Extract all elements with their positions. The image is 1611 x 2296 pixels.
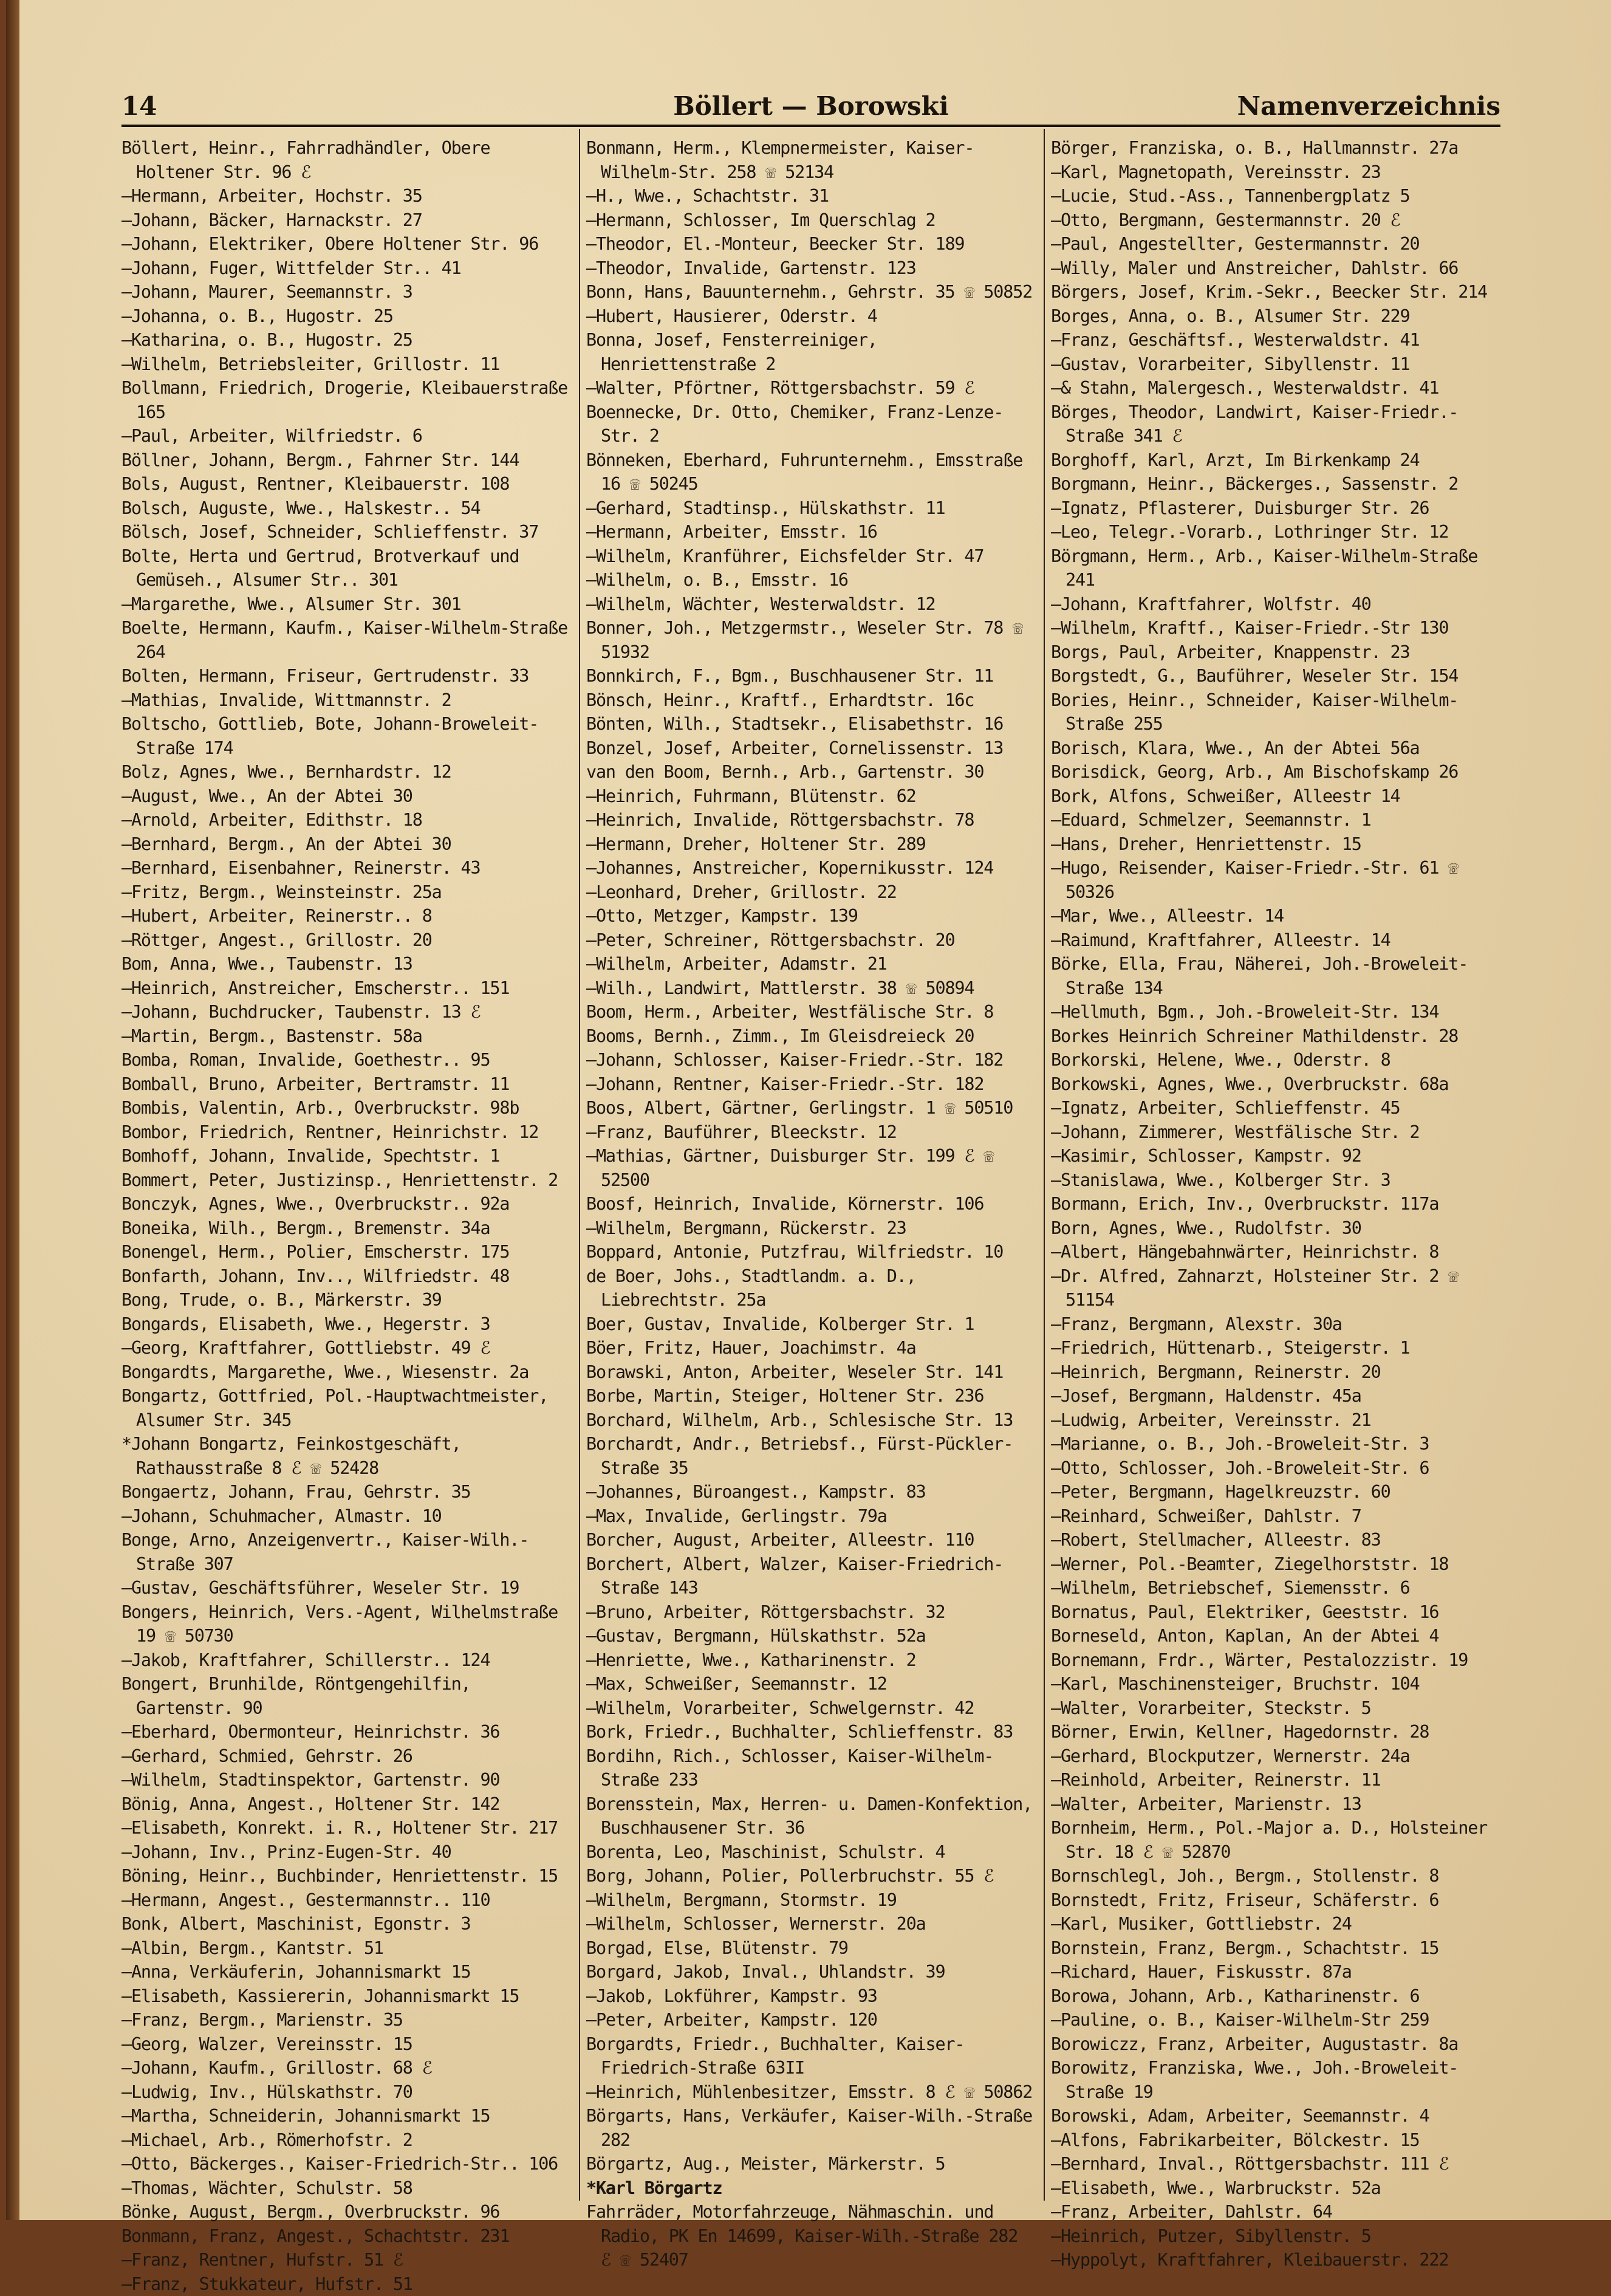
directory-entry: Bornemann, Frdr., Wärter, Pestalozzistr. 19 [1051, 1648, 1500, 1673]
directory-entry: Borowski, Adam, Arbeiter, Seemannstr. 4 [1051, 2104, 1500, 2128]
directory-entry: —Bruno, Arbeiter, Röttgersbachstr. 32 [586, 1600, 1036, 1625]
directory-entry: —Johannes, Anstreicher, Kopernikusstr. 124 [586, 856, 1036, 880]
directory-entry: Bornstein, Franz, Bergm., Schachtstr. 15 [1051, 1936, 1500, 1961]
directory-entry: —Bernhard, Inval., Röttgersbachstr. 111 ℰ [1051, 2152, 1500, 2176]
directory-entry: —Franz, Bergm., Marienstr. 35 [121, 2008, 571, 2032]
directory-entry: Borisch, Klara, Wwe., An der Abtei 56a [1051, 736, 1500, 761]
directory-entry: Borgmann, Heinr., Bäckerges., Sassenstr. 2 [1051, 472, 1500, 496]
directory-entry: Boosf, Heinrich, Invalide, Körnerstr. 106 [586, 1192, 1036, 1216]
column-3 [1051, 136, 1500, 2202]
directory-entry: Bolsch, Auguste, Wwe., Halskestr.. 54 [121, 496, 571, 521]
directory-entry: Bönig, Anna, Angest., Holtener Str. 142 [121, 1792, 571, 1817]
directory-entry: —Franz, Arbeiter, Dahlstr. 64 [1051, 2200, 1500, 2224]
directory-entry: Bommert, Peter, Justizinsp., Henriettenstr. 2 [121, 1168, 571, 1193]
directory-entry: Bongardts, Margarethe, Wwe., Wiesenstr. 2a [121, 1360, 571, 1385]
directory-entry: —Johann, Elektriker, Obere Holtener Str. 96 [121, 232, 571, 256]
directory-entry: Bork, Alfons, Schweißer, Alleestr 14 [1051, 784, 1500, 809]
directory-entry: —Walter, Vorarbeiter, Steckstr. 5 [1051, 1696, 1500, 1721]
directory-entry: Bollmann, Friedrich, Drogerie, Kleibauerstraße 165 [121, 376, 571, 424]
directory-entry: —Jakob, Lokführer, Kampstr. 93 [586, 1984, 1036, 2009]
directory-entry: —Michael, Arb., Römerhofstr. 2 [121, 2128, 571, 2153]
directory-entry: —Eduard, Schmelzer, Seemannstr. 1 [1051, 808, 1500, 832]
directory-entry: —Arnold, Arbeiter, Edithstr. 18 [121, 808, 571, 832]
directory-entry: Börner, Erwin, Kellner, Hagedornstr. 28 [1051, 1720, 1500, 1744]
directory-entry: —Robert, Stellmacher, Alleestr. 83 [1051, 1528, 1500, 1552]
directory-entry: —Wilhelm, Bergmann, Rückerstr. 23 [586, 1216, 1036, 1241]
header-title: Böllert — Borowski [121, 91, 1500, 121]
directory-entry: Borg, Johann, Polier, Pollerbruchstr. 55 ℰ [586, 1864, 1036, 1888]
directory-entry: —Marianne, o. B., Joh.-Broweleit-Str. 3 [1051, 1432, 1500, 1456]
section-title: Namenverzeichnis [1237, 91, 1500, 121]
directory-entry: Borisdick, Georg, Arb., Am Bischofskamp 26 [1051, 760, 1500, 784]
directory-entry: —Hyppolyt, Kraftfahrer, Kleibauerstr. 222 [1051, 2248, 1500, 2272]
directory-entry: *Karl Börgartz [586, 2176, 1036, 2201]
directory-entry: —Karl, Magnetopath, Vereinsstr. 23 [1051, 160, 1500, 185]
directory-entry: —Leo, Telegr.-Vorarb., Lothringer Str. 12 [1051, 520, 1500, 544]
directory-entry: Bolte, Herta und Gertrud, Brotverkauf und Gemüseh., Alsumer Str.. 301 [121, 544, 571, 592]
directory-entry: —Franz, Rentner, Hufstr. 51 ℰ [121, 2248, 571, 2272]
directory-entry: Böllner, Johann, Bergm., Fahrner Str. 144 [121, 448, 571, 473]
directory-entry: —Dr. Alfred, Zahnarzt, Holsteiner Str. 2 ☏ 51154 [1051, 1264, 1500, 1312]
directory-entry: —Bernhard, Eisenbahner, Reinerstr. 43 [121, 856, 571, 880]
page-header [121, 91, 1500, 128]
directory-entry: Bom, Anna, Wwe., Taubenstr. 13 [121, 952, 571, 976]
directory-entry: Borowitz, Franziska, Wwe., Joh.-Broweleit-Straße 19 [1051, 2056, 1500, 2104]
directory-entry: —Wilhelm, Vorarbeiter, Schwelgernstr. 42 [586, 1696, 1036, 1721]
directory-entry: —Mar, Wwe., Alleestr. 14 [1051, 904, 1500, 928]
directory-entry: *Johann Bongartz, Feinkostgeschäft, Rathausstraße 8 ℰ ☏ 52428 [121, 1432, 571, 1480]
directory-entry: —Fritz, Bergm., Weinsteinstr. 25a [121, 880, 571, 905]
directory-entry: Bornstedt, Fritz, Friseur, Schäferstr. 6 [1051, 1888, 1500, 1913]
directory-entry: —Heinrich, Fuhrmann, Blütenstr. 62 [586, 784, 1036, 809]
directory-entry: Bormann, Erich, Inv., Overbruckstr. 117a [1051, 1192, 1500, 1216]
directory-entry: —Ludwig, Arbeiter, Vereinsstr. 21 [1051, 1408, 1500, 1433]
directory-entry: —Albert, Hängebahnwärter, Heinrichstr. 8 [1051, 1240, 1500, 1264]
directory-entry: —Franz, Stukkateur, Hufstr. 51 [121, 2272, 571, 2296]
directory-entry: —Richard, Hauer, Fiskusstr. 87a [1051, 1960, 1500, 1984]
directory-entry: Booms, Bernh., Zimm., Im Gleisdreieck 20 [586, 1024, 1036, 1049]
directory-entry: —Wilhelm, Kranführer, Eichsfelder Str. 47 [586, 544, 1036, 569]
directory-entry: —Ignatz, Arbeiter, Schlieffenstr. 45 [1051, 1096, 1500, 1120]
directory-entry: —Walter, Pförtner, Röttgersbachstr. 59 ℰ [586, 376, 1036, 400]
directory-entry: —Otto, Metzger, Kampstr. 139 [586, 904, 1036, 928]
directory-entry: Bonzel, Josef, Arbeiter, Cornelissenstr. 13 [586, 736, 1036, 761]
directory-entry: Bonnkirch, F., Bgm., Buschhausener Str. 11 [586, 664, 1036, 688]
directory-entry: Borkowski, Agnes, Wwe., Overbruckstr. 68a [1051, 1072, 1500, 1097]
directory-entry: Bomball, Bruno, Arbeiter, Bertramstr. 11 [121, 1072, 571, 1097]
directory-entry: —& Stahn, Malergesch., Westerwaldstr. 41 [1051, 376, 1500, 400]
directory-entry: —Theodor, El.-Monteur, Beecker Str. 189 [586, 232, 1036, 256]
directory-entry: Bönten, Wilh., Stadtsekr., Elisabethstr. 16 [586, 712, 1036, 736]
directory-entry: —Pauline, o. B., Kaiser-Wilhelm-Str 259 [1051, 2008, 1500, 2032]
directory-entry: Borkorski, Helene, Wwe., Oderstr. 8 [1051, 1048, 1500, 1072]
directory-entry: —Max, Schweißer, Seemannstr. 12 [586, 1672, 1036, 1696]
column-divider-1 [579, 129, 580, 2201]
directory-entry: —Hubert, Arbeiter, Reinerstr.. 8 [121, 904, 571, 928]
directory-entry: Bombor, Friedrich, Rentner, Heinrichstr. 12 [121, 1120, 571, 1145]
directory-entry: —Georg, Walzer, Vereinsstr. 15 [121, 2032, 571, 2057]
directory-entry: —Hermann, Dreher, Holtener Str. 289 [586, 832, 1036, 857]
directory-entry: —Johanna, o. B., Hugostr. 25 [121, 304, 571, 329]
directory-entry: —Georg, Kraftfahrer, Gottliebstr. 49 ℰ [121, 1336, 571, 1360]
directory-entry: —Paul, Angestellter, Gestermannstr. 20 [1051, 232, 1500, 256]
directory-entry: —Johann, Fuger, Wittfelder Str.. 41 [121, 256, 571, 281]
directory-entry: —Wilhelm, Betriebsleiter, Grillostr. 11 [121, 352, 571, 377]
directory-entry: —Johann, Zimmerer, Westfälische Str. 2 [1051, 1120, 1500, 1145]
directory-entry: —H., Wwe., Schachtstr. 31 [586, 184, 1036, 208]
directory-entry: Bombis, Valentin, Arb., Overbruckstr. 98b [121, 1096, 571, 1120]
directory-entry: Börgartz, Aug., Meister, Märkerstr. 5 [586, 2152, 1036, 2176]
directory-entry: —Wilhelm, Stadtinspektor, Gartenstr. 90 [121, 1768, 571, 1792]
column-divider-2 [1044, 129, 1045, 2201]
directory-entry: Börger, Franziska, o. B., Hallmannstr. 27a [1051, 136, 1500, 160]
directory-entry: Bong, Trude, o. B., Märkerstr. 39 [121, 1288, 571, 1312]
directory-entry: Borghoff, Karl, Arzt, Im Birkenkamp 24 [1051, 448, 1500, 473]
directory-entry: —Walter, Arbeiter, Marienstr. 13 [1051, 1792, 1500, 1817]
directory-entry: —Johann, Buchdrucker, Taubenstr. 13 ℰ [121, 1000, 571, 1024]
directory-entry: —Johann, Bäcker, Harnackstr. 27 [121, 208, 571, 233]
directory-entry: —Mathias, Gärtner, Duisburger Str. 199 ℰ ☏ 52500 [586, 1144, 1036, 1192]
directory-entry: Böer, Fritz, Hauer, Joachimstr. 4a [586, 1336, 1036, 1360]
column-1 [121, 136, 571, 2202]
directory-entry: —Wilh., Landwirt, Mattlerstr. 38 ☏ 50894 [586, 976, 1036, 1001]
directory-entry: —Reinhold, Arbeiter, Reinerstr. 11 [1051, 1768, 1500, 1792]
directory-entry: —Lucie, Stud.-Ass., Tannenbergplatz 5 [1051, 184, 1500, 208]
directory-entry: de Boer, Johs., Stadtlandm. a. D., Liebrechtstr. 25a [586, 1264, 1036, 1312]
directory-entry: Borowa, Johann, Arb., Katharinenstr. 6 [1051, 1984, 1500, 2009]
directory-entry: Bongartz, Gottfried, Pol.-Hauptwachtmeister, Alsumer Str. 345 [121, 1384, 571, 1432]
directory-entry: Borgs, Paul, Arbeiter, Knappenstr. 23 [1051, 640, 1500, 665]
directory-entry: —Hans, Dreher, Henriettenstr. 15 [1051, 832, 1500, 857]
directory-entry: —Heinrich, Invalide, Röttgersbachstr. 78 [586, 808, 1036, 832]
directory-entry: —Johannes, Büroangest., Kampstr. 83 [586, 1480, 1036, 1504]
directory-entry: —Gerhard, Schmied, Gehrstr. 26 [121, 1744, 571, 1769]
directory-entry: Boom, Herm., Arbeiter, Westfälische Str. 8 [586, 1000, 1036, 1024]
directory-entry: —Willy, Maler und Anstreicher, Dahlstr. 66 [1051, 256, 1500, 281]
directory-entry: van den Boom, Bernh., Arb., Gartenstr. 30 [586, 760, 1036, 784]
directory-entry: Bönsch, Heinr., Kraftf., Erhardtstr. 16c [586, 688, 1036, 713]
directory-entry: —Paul, Arbeiter, Wilfriedstr. 6 [121, 424, 571, 448]
directory-entry: —Wilhelm, Kraftf., Kaiser-Friedr.-Str 130 [1051, 616, 1500, 640]
directory-entry: —Katharina, o. B., Hugostr. 25 [121, 328, 571, 352]
header-rule [121, 125, 1500, 127]
directory-page [6, 0, 1611, 2220]
directory-entry: —Eberhard, Obermonteur, Heinrichstr. 36 [121, 1720, 571, 1744]
directory-entry: —August, Wwe., An der Abtei 30 [121, 784, 571, 809]
directory-entry: Bomhoff, Johann, Invalide, Spechtstr. 1 [121, 1144, 571, 1168]
directory-entry: —Wilhelm, Bergmann, Stormstr. 19 [586, 1888, 1036, 1913]
directory-entry: —Röttger, Angest., Grillostr. 20 [121, 928, 571, 953]
directory-entry: Bongert, Brunhilde, Röntgengehilfin, Gartenstr. 90 [121, 1672, 571, 1720]
directory-entry: —Peter, Schreiner, Röttgersbachstr. 20 [586, 928, 1036, 953]
directory-entry: Borensstein, Max, Herren- u. Damen-Konfektion, Buschhausener Str. 36 [586, 1792, 1036, 1840]
directory-entry: Boos, Albert, Gärtner, Gerlingstr. 1 ☏ 50510 [586, 1096, 1036, 1120]
directory-entry: —Henriette, Wwe., Katharinenstr. 2 [586, 1648, 1036, 1673]
directory-entry: —Karl, Maschinensteiger, Bruchstr. 104 [1051, 1672, 1500, 1696]
directory-entry: —Martha, Schneiderin, Johannismarkt 15 [121, 2104, 571, 2128]
directory-entry: —Max, Invalide, Gerlingstr. 79a [586, 1504, 1036, 1529]
directory-entry: —Johann, Kraftfahrer, Wolfstr. 40 [1051, 592, 1500, 617]
directory-entry: —Otto, Bäckerges., Kaiser-Friedrich-Str.. 106 [121, 2152, 571, 2176]
directory-entry: Borkes Heinrich Schreiner Mathildenstr. 28 [1051, 1024, 1500, 1049]
directory-entry: Bonk, Albert, Maschinist, Egonstr. 3 [121, 1912, 571, 1936]
directory-entry: —Bernhard, Bergm., An der Abtei 30 [121, 832, 571, 857]
directory-entry: —Gustav, Vorarbeiter, Sibyllenstr. 11 [1051, 352, 1500, 377]
directory-entry: Boneika, Wilh., Bergm., Bremenstr. 34a [121, 1216, 571, 1241]
directory-entry: —Albin, Bergm., Kantstr. 51 [121, 1936, 571, 1961]
directory-entry: Bonengel, Herm., Polier, Emscherstr. 175 [121, 1240, 571, 1264]
directory-entry: Börke, Ella, Frau, Näherei, Joh.-Broweleit-Straße 134 [1051, 952, 1500, 1000]
directory-entry: Börgmann, Herm., Arb., Kaiser-Wilhelm-Straße 241 [1051, 544, 1500, 592]
directory-entry: Borgardts, Friedr., Buchhalter, Kaiser-Friedrich-Straße 63II [586, 2032, 1036, 2080]
directory-entry: Bordihn, Rich., Schlosser, Kaiser-Wilhelm-Straße 233 [586, 1744, 1036, 1792]
directory-entry: —Wilhelm, Wächter, Westerwaldstr. 12 [586, 592, 1036, 617]
directory-entry: —Hermann, Angest., Gestermannstr.. 110 [121, 1888, 571, 1913]
book-spine-edge [6, 0, 19, 2220]
directory-entry: Borneseld, Anton, Kaplan, An der Abtei 4 [1051, 1624, 1500, 1648]
directory-entry: Böllert, Heinr., Fahrradhändler, Obere Holtener Str. 96 ℰ [121, 136, 571, 184]
directory-entry: —Peter, Bergmann, Hagelkreuzstr. 60 [1051, 1480, 1500, 1504]
directory-entry: —Werner, Pol.-Beamter, Ziegelhorststr. 18 [1051, 1552, 1500, 1577]
directory-entry: Borges, Anna, o. B., Alsumer Str. 229 [1051, 304, 1500, 329]
directory-entry: —Hubert, Hausierer, Oderstr. 4 [586, 304, 1036, 329]
directory-entry: —Josef, Bergmann, Haldenstr. 45a [1051, 1384, 1500, 1408]
directory-entry: —Elisabeth, Kassiererin, Johannismarkt 15 [121, 1984, 571, 2009]
directory-entry: —Hugo, Reisender, Kaiser-Friedr.-Str. 61 ☏ 50326 [1051, 856, 1500, 904]
directory-entry: —Friedrich, Hüttenarb., Steigerstr. 1 [1051, 1336, 1500, 1360]
directory-entry: —Ludwig, Inv., Hülskathstr. 70 [121, 2080, 571, 2105]
directory-entry: Bonn, Hans, Bauunternehm., Gehrstr. 35 ☏ 50852 [586, 280, 1036, 304]
directory-entry: —Kasimir, Schlosser, Kampstr. 92 [1051, 1144, 1500, 1168]
directory-entry: Borenta, Leo, Maschinist, Schulstr. 4 [586, 1840, 1036, 1865]
directory-entry: Bols, August, Rentner, Kleibauerstr. 108 [121, 472, 571, 496]
directory-entry: Börges, Theodor, Landwirt, Kaiser-Friedr.-Straße 341 ℰ [1051, 400, 1500, 448]
directory-entry: —Otto, Schlosser, Joh.-Broweleit-Str. 6 [1051, 1456, 1500, 1481]
directory-entry: —Johann, Rentner, Kaiser-Friedr.-Str. 182 [586, 1072, 1036, 1097]
directory-entry: Bonmann, Herm., Klempnermeister, Kaiser-Wilhelm-Str. 258 ☏ 52134 [586, 136, 1036, 184]
directory-entry: Bongards, Elisabeth, Wwe., Hegerstr. 3 [121, 1312, 571, 1337]
directory-entry: Börgarts, Hans, Verkäufer, Kaiser-Wilh.-Straße 282 [586, 2104, 1036, 2152]
directory-entry: Bönneken, Eberhard, Fuhrunternehm., Emsstraße 16 ☏ 50245 [586, 448, 1036, 496]
directory-entry: —Wilhelm, o. B., Emsstr. 16 [586, 568, 1036, 592]
directory-entry: —Elisabeth, Konrekt. i. R., Holtener Str. 217 [121, 1816, 571, 1840]
directory-entry: Bonner, Joh., Metzgermstr., Weseler Str. 78 ☏ 51932 [586, 616, 1036, 664]
directory-entry: Bönke, August, Bergm., Overbruckstr. 96 [121, 2200, 571, 2224]
directory-entry: Borchardt, Andr., Betriebsf., Fürst-Pückler-Straße 35 [586, 1432, 1036, 1480]
directory-entry: —Franz, Geschäftsf., Westerwaldstr. 41 [1051, 328, 1500, 352]
directory-entry: Borcher, August, Arbeiter, Alleestr. 110 [586, 1528, 1036, 1552]
directory-entry: —Johann, Schlosser, Kaiser-Friedr.-Str. 182 [586, 1048, 1036, 1072]
directory-entry: Boennecke, Dr. Otto, Chemiker, Franz-Lenze-Str. 2 [586, 400, 1036, 448]
directory-entry: —Theodor, Invalide, Gartenstr. 123 [586, 256, 1036, 281]
directory-entry: —Gustav, Geschäftsführer, Weseler Str. 19 [121, 1576, 571, 1600]
directory-entry: Bolten, Hermann, Friseur, Gertrudenstr. 33 [121, 664, 571, 688]
directory-entry: Bonczyk, Agnes, Wwe., Overbruckstr.. 92a [121, 1192, 571, 1216]
directory-entry: Borawski, Anton, Arbeiter, Weseler Str. 141 [586, 1360, 1036, 1385]
directory-entry: Bories, Heinr., Schneider, Kaiser-Wilhelm-Straße 255 [1051, 688, 1500, 736]
directory-entry: Bomba, Roman, Invalide, Goethestr.. 95 [121, 1048, 571, 1072]
directory-entry: Bork, Friedr., Buchhalter, Schlieffenstr. 83 [586, 1720, 1036, 1744]
directory-entry: —Thomas, Wächter, Schulstr. 58 [121, 2176, 571, 2201]
directory-entry: Fahrräder, Motorfahrzeuge, Nähmaschin. und Radio, PK En 14699, Kaiser-Wilh.-Straße 282 ℰ ☏ 52407 [586, 2200, 1036, 2272]
directory-entry: —Gerhard, Blockputzer, Wernerstr. 24a [1051, 1744, 1500, 1769]
directory-entry: —Heinrich, Putzer, Sibyllenstr. 5 [1051, 2224, 1500, 2249]
directory-entry: —Anna, Verkäuferin, Johannismarkt 15 [121, 1960, 571, 1984]
directory-entry: —Heinrich, Anstreicher, Emscherstr.. 151 [121, 976, 571, 1001]
directory-entry: Boltscho, Gottlieb, Bote, Johann-Broweleit-Straße 174 [121, 712, 571, 760]
directory-entry: —Alfons, Fabrikarbeiter, Bölckestr. 15 [1051, 2128, 1500, 2153]
directory-entry: Bolz, Agnes, Wwe., Bernhardstr. 12 [121, 760, 571, 784]
directory-entry: —Hermann, Arbeiter, Emsstr. 16 [586, 520, 1036, 544]
directory-entry: Borgstedt, G., Bauführer, Weseler Str. 154 [1051, 664, 1500, 688]
directory-entry: —Karl, Musiker, Gottliebstr. 24 [1051, 1912, 1500, 1936]
directory-entry: —Peter, Arbeiter, Kampstr. 120 [586, 2008, 1036, 2032]
directory-entry: —Heinrich, Mühlenbesitzer, Emsstr. 8 ℰ ☏ 50862 [586, 2080, 1036, 2105]
directory-entry: Borchard, Wilhelm, Arb., Schlesische Str. 13 [586, 1408, 1036, 1433]
directory-entry: —Johann, Inv., Prinz-Eugen-Str. 40 [121, 1840, 571, 1865]
directory-entry: —Hermann, Arbeiter, Hochstr. 35 [121, 184, 571, 208]
directory-entry: Bongaertz, Johann, Frau, Gehrstr. 35 [121, 1480, 571, 1504]
directory-entry: —Johann, Maurer, Seemannstr. 3 [121, 280, 571, 304]
directory-entry: Bölsch, Josef, Schneider, Schlieffenstr. 37 [121, 520, 571, 544]
directory-entry: Boer, Gustav, Invalide, Kolberger Str. 1 [586, 1312, 1036, 1337]
directory-entry: —Franz, Bergmann, Alexstr. 30a [1051, 1312, 1500, 1337]
directory-entry: —Johann, Kaufm., Grillostr. 68 ℰ [121, 2056, 571, 2080]
directory-entry: Bornatus, Paul, Elektriker, Geeststr. 16 [1051, 1600, 1500, 1625]
directory-entry: —Hermann, Schlosser, Im Querschlag 2 [586, 208, 1036, 233]
directory-entry: Bonfarth, Johann, Inv.., Wilfriedstr. 48 [121, 1264, 571, 1289]
directory-entry: —Wilhelm, Arbeiter, Adamstr. 21 [586, 952, 1036, 976]
directory-entry: —Raimund, Kraftfahrer, Alleestr. 14 [1051, 928, 1500, 953]
directory-entry: —Otto, Bergmann, Gestermannstr. 20 ℰ [1051, 208, 1500, 233]
directory-entry: —Mathias, Invalide, Wittmannstr. 2 [121, 688, 571, 713]
directory-entry: —Ignatz, Pflasterer, Duisburger Str. 26 [1051, 496, 1500, 521]
directory-entry: Boelte, Hermann, Kaufm., Kaiser-Wilhelm-Straße 264 [121, 616, 571, 664]
column-2 [586, 136, 1036, 2202]
directory-entry: Böning, Heinr., Buchbinder, Henriettenstr. 15 [121, 1864, 571, 1888]
directory-entry: Born, Agnes, Wwe., Rudolfstr. 30 [1051, 1216, 1500, 1241]
directory-entry: —Johann, Schuhmacher, Almastr. 10 [121, 1504, 571, 1529]
directory-entry: Borowiczz, Franz, Arbeiter, Augustastr. 8a [1051, 2032, 1500, 2057]
directory-entry: Bornheim, Herm., Pol.-Major a. D., Holsteiner Str. 18 ℰ ☏ 52870 [1051, 1816, 1500, 1864]
directory-entry: Borgad, Else, Blütenstr. 79 [586, 1936, 1036, 1961]
directory-entry: Bonmann, Franz, Angest., Schachtstr. 231 [121, 2224, 571, 2249]
directory-entry: —Elisabeth, Wwe., Warbruckstr. 52a [1051, 2176, 1500, 2201]
directory-entry: Bonge, Arno, Anzeigenvertr., Kaiser-Wilh.-Straße 307 [121, 1528, 571, 1576]
directory-entry: Börgers, Josef, Krim.-Sekr., Beecker Str. 214 [1051, 280, 1500, 304]
directory-entry: —Hellmuth, Bgm., Joh.-Broweleit-Str. 134 [1051, 1000, 1500, 1024]
directory-entry: —Heinrich, Bergmann, Reinerstr. 20 [1051, 1360, 1500, 1385]
directory-entry: Bornschlegl, Joh., Bergm., Stollenstr. 8 [1051, 1864, 1500, 1888]
directory-entry: Borgard, Jakob, Inval., Uhlandstr. 39 [586, 1960, 1036, 1984]
directory-entry: —Jakob, Kraftfahrer, Schillerstr.. 124 [121, 1648, 571, 1673]
directory-entry: —Gustav, Bergmann, Hülskathstr. 52a [586, 1624, 1036, 1648]
directory-entry: —Margarethe, Wwe., Alsumer Str. 301 [121, 592, 571, 617]
directory-entry: Boppard, Antonie, Putzfrau, Wilfriedstr. 10 [586, 1240, 1036, 1264]
directory-entry: —Reinhard, Schweißer, Dahlstr. 7 [1051, 1504, 1500, 1529]
directory-entry: Bongers, Heinrich, Vers.-Agent, Wilhelmstraße 19 ☏ 50730 [121, 1600, 571, 1648]
directory-entry: —Gerhard, Stadtinsp., Hülskathstr. 11 [586, 496, 1036, 521]
directory-entry: —Leonhard, Dreher, Grillostr. 22 [586, 880, 1036, 905]
directory-entry: Borbe, Martin, Steiger, Holtener Str. 236 [586, 1384, 1036, 1408]
directory-entry: —Stanislawa, Wwe., Kolberger Str. 3 [1051, 1168, 1500, 1193]
page-number: 14 [121, 91, 157, 121]
directory-entry: —Wilhelm, Schlosser, Wernerstr. 20a [586, 1912, 1036, 1936]
directory-entry: —Franz, Bauführer, Bleeckstr. 12 [586, 1120, 1036, 1145]
directory-entry: —Martin, Bergm., Bastenstr. 58a [121, 1024, 571, 1049]
directory-entry: Bonna, Josef, Fensterreiniger, Henriettenstraße 2 [586, 328, 1036, 376]
directory-entry: Borchert, Albert, Walzer, Kaiser-Friedrich-Straße 143 [586, 1552, 1036, 1600]
directory-entry: —Wilhelm, Betriebschef, Siemensstr. 6 [1051, 1576, 1500, 1600]
